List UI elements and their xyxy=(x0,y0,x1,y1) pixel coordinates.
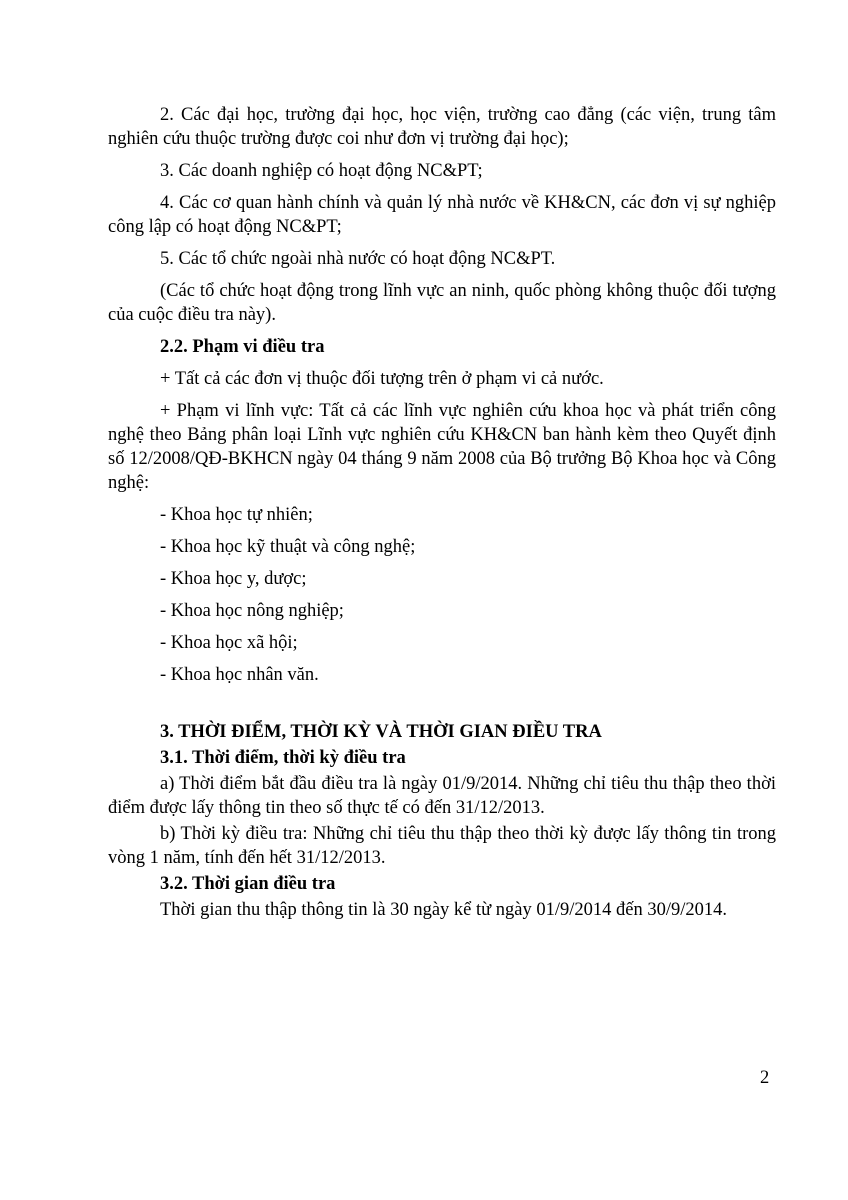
collection-duration: Thời gian thu thập thông tin là 30 ngày kể từ ngày 01/9/2014 đến 30/9/2014. xyxy=(160,900,728,920)
section-3-2-heading: 3.2. Thời gian điều tra xyxy=(160,874,336,894)
scope-heading: 2.2. Phạm vi điều tra xyxy=(160,337,325,357)
section-3-1-heading: 3.1. Thời điểm, thời kỳ điều tra xyxy=(160,748,406,768)
object-item-2: 2. Các đại học, trường đại học, học viện, trường cao đẳng (các viện, trung tâm nghiên cứu thuộc trường được coi như đơn vị trường đại học); xyxy=(108,105,776,149)
point-b: b) Thời kỳ điều tra: Những chỉ tiêu thu thập theo thời kỳ được lấy thông tin trong vòng 1 năm, tính đến hết 31/12/2013. xyxy=(108,824,776,868)
objects-note: (Các tổ chức hoạt động trong lĩnh vực an ninh, quốc phòng không thuộc đối tượng của cuộc điều tra này). xyxy=(108,281,776,325)
field-item: - Khoa học xã hội; xyxy=(160,633,298,653)
field-item: - Khoa học tự nhiên; xyxy=(160,505,313,525)
page-content xyxy=(108,103,776,922)
object-item-3: 3. Các doanh nghiệp có hoạt động NC&PT; xyxy=(160,161,483,181)
field-item: - Khoa học kỹ thuật và công nghệ; xyxy=(160,537,416,557)
field-item: - Khoa học nông nghiệp; xyxy=(160,601,344,621)
scope-fields-intro: + Phạm vi lĩnh vực: Tất cả các lĩnh vực nghiên cứu khoa học và phát triển công nghệ theo Bảng phân loại Lĩnh vực nghiên cứu KH&CN ban hành kèm theo Quyết định số 12/2008/QĐ-BKHCN ngày 04 tháng 9 năm 2008 của Bộ trưởng Bộ Khoa học và Công nghệ: xyxy=(108,401,776,493)
object-item-5: 5. Các tổ chức ngoài nhà nước có hoạt động NC&PT. xyxy=(160,249,556,269)
scope-units: + Tất cả các đơn vị thuộc đối tượng trên ở phạm vi cả nước. xyxy=(160,369,604,389)
field-item: - Khoa học nhân văn. xyxy=(160,665,319,685)
page-number: 2 xyxy=(760,1068,770,1088)
point-a: a) Thời điểm bắt đầu điều tra là ngày 01/9/2014. Những chỉ tiêu thu thập theo thời điểm được lấy thông tin theo số thực tế có đến 31/12/2013. xyxy=(108,774,776,818)
section-3-heading: 3. THỜI ĐIỂM, THỜI KỲ VÀ THỜI GIAN ĐIỀU TRA xyxy=(160,722,602,742)
object-item-4: 4. Các cơ quan hành chính và quản lý nhà nước về KH&CN, các đơn vị sự nghiệp công lập có hoạt động NC&PT; xyxy=(108,193,776,237)
field-item: - Khoa học y, dược; xyxy=(160,569,307,589)
